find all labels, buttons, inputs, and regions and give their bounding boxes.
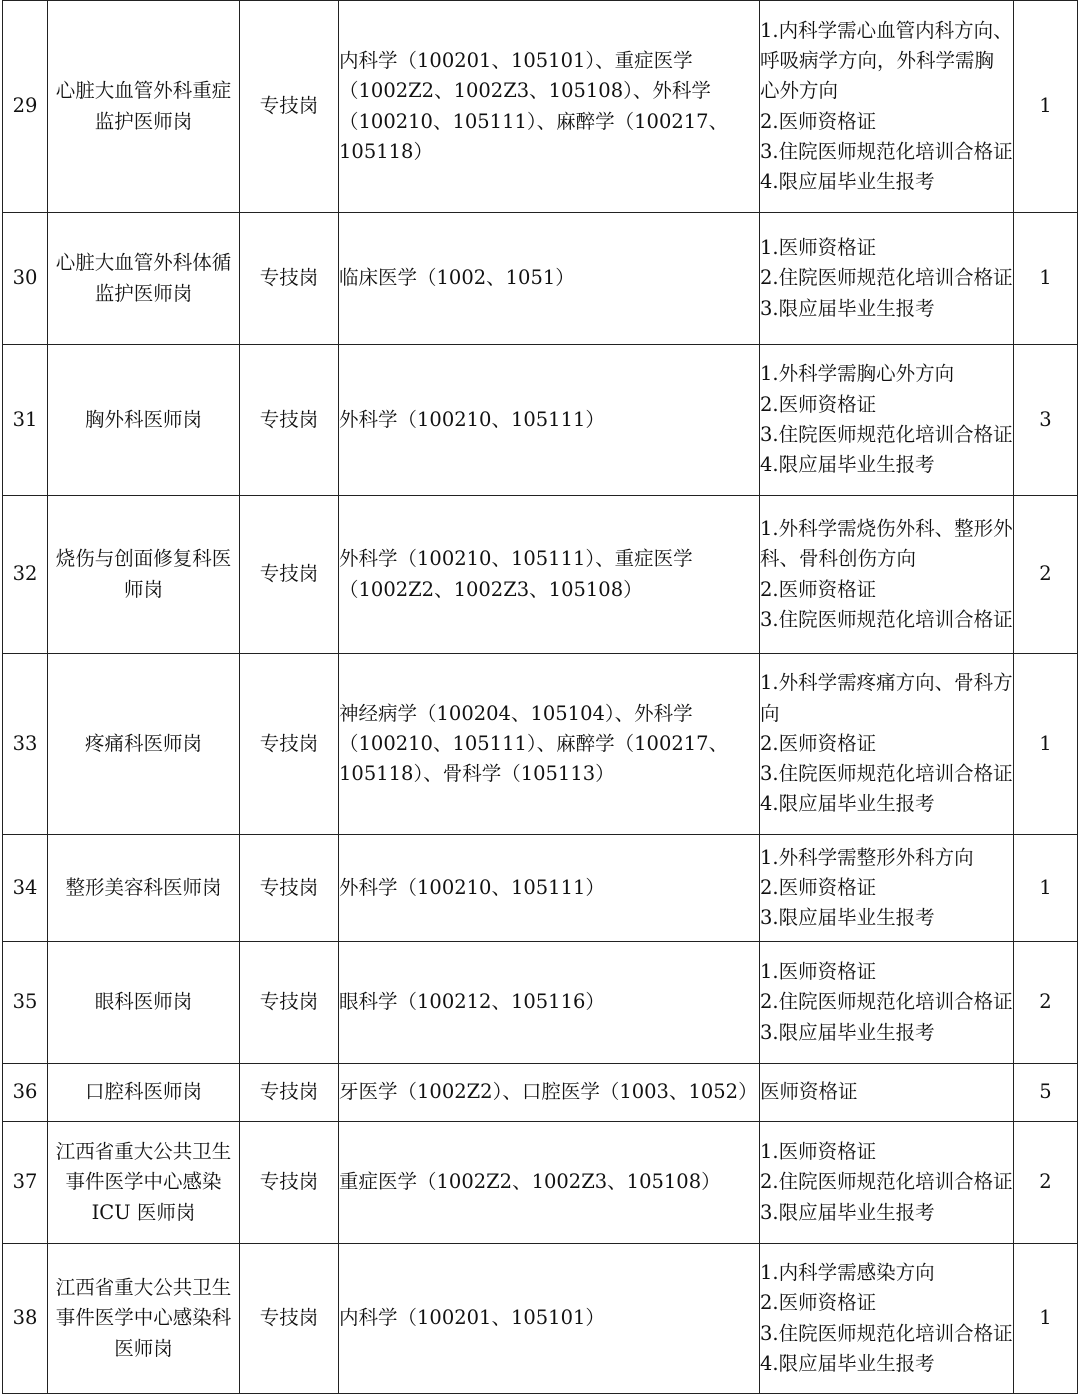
other-requirements bbox=[760, 1122, 1014, 1244]
requirement-line: 3.限应届毕业生报考 bbox=[760, 906, 935, 930]
requirement-line: 3.限应届毕业生报考 bbox=[760, 1020, 935, 1044]
post-name: 疼痛科医师岗 bbox=[48, 654, 240, 835]
post-type: 专技岗 bbox=[240, 942, 339, 1064]
post-name: 胸外科医师岗 bbox=[48, 345, 240, 496]
requirement-line: 2.住院医师规范化培训合格证 bbox=[760, 990, 1013, 1014]
requirement-line: 3.限应届毕业生报考 bbox=[760, 296, 935, 320]
requirement-line: 1.医师资格证 bbox=[760, 960, 877, 984]
post-name: 心脏大血管外科重症监护医师岗 bbox=[48, 1, 240, 213]
row-number: 29 bbox=[3, 1, 48, 213]
row-number: 31 bbox=[3, 345, 48, 496]
requirement-line: 2.医师资格证 bbox=[760, 875, 877, 899]
hiring-count: 2 bbox=[1014, 1122, 1078, 1244]
post-type: 专技岗 bbox=[240, 835, 339, 942]
requirement-line: 2.住院医师规范化培训合格证 bbox=[760, 266, 1013, 290]
requirement-line: 2.住院医师规范化培训合格证 bbox=[760, 1170, 1013, 1194]
other-requirements bbox=[760, 835, 1014, 942]
table-row bbox=[3, 213, 1078, 345]
table-row bbox=[3, 942, 1078, 1064]
row-number: 34 bbox=[3, 835, 48, 942]
table-row bbox=[3, 345, 1078, 496]
post-type: 专技岗 bbox=[240, 1244, 339, 1394]
post-name: 眼科医师岗 bbox=[48, 942, 240, 1064]
post-type: 专技岗 bbox=[240, 1064, 339, 1122]
major-requirement: 外科学（100210、105111） bbox=[339, 345, 760, 496]
hiring-count: 1 bbox=[1014, 654, 1078, 835]
other-requirements bbox=[760, 654, 1014, 835]
post-type: 专技岗 bbox=[240, 1, 339, 213]
hiring-count: 1 bbox=[1014, 213, 1078, 345]
row-number: 30 bbox=[3, 213, 48, 345]
major-requirement: 神经病学（100204、105104）、外科学（100210、105111）、麻醉学（100217、105118）、骨科学（105113） bbox=[339, 654, 760, 835]
requirement-line: 3.住院医师规范化培训合格证 bbox=[760, 139, 1013, 163]
row-number: 38 bbox=[3, 1244, 48, 1394]
requirement-line: 4.限应届毕业生报考 bbox=[760, 453, 935, 477]
table-row bbox=[3, 654, 1078, 835]
requirement-line: 1.外科学需整形外科方向 bbox=[760, 845, 974, 869]
requirement-line: 3.住院医师规范化培训合格证 bbox=[760, 1321, 1013, 1345]
hiring-count: 1 bbox=[1014, 1, 1078, 213]
requirement-line: 1.内科学需心血管内科方向、呼吸病学方向，外科学需胸心外方向 bbox=[760, 18, 1013, 103]
major-requirement: 内科学（100201、105101）、重症医学（1002Z2、1002Z3、105108）、外科学（100210、105111）、麻醉学（100217、105118） bbox=[339, 1, 760, 213]
table-row bbox=[3, 1122, 1078, 1244]
other-requirements bbox=[760, 1244, 1014, 1394]
major-requirement: 眼科学（100212、105116） bbox=[339, 942, 760, 1064]
post-name: 心脏大血管外科体循监护医师岗 bbox=[48, 213, 240, 345]
requirement-line: 2.医师资格证 bbox=[760, 109, 877, 133]
other-requirements bbox=[760, 496, 1014, 654]
post-name: 江西省重大公共卫生事件医学中心感染科医师岗 bbox=[48, 1244, 240, 1394]
other-requirements bbox=[760, 942, 1014, 1064]
table-row bbox=[3, 496, 1078, 654]
post-name: 整形美容科医师岗 bbox=[48, 835, 240, 942]
requirement-line: 1.医师资格证 bbox=[760, 1140, 877, 1164]
requirement-line: 1.外科学需疼痛方向、骨科方向 bbox=[760, 671, 1013, 725]
positions-table bbox=[2, 0, 1078, 1394]
major-requirement: 内科学（100201、105101） bbox=[339, 1244, 760, 1394]
row-number: 37 bbox=[3, 1122, 48, 1244]
hiring-count: 3 bbox=[1014, 345, 1078, 496]
requirement-line: 1.医师资格证 bbox=[760, 236, 877, 260]
other-requirements bbox=[760, 1064, 1014, 1122]
other-requirements bbox=[760, 345, 1014, 496]
major-requirement: 重症医学（1002Z2、1002Z3、105108） bbox=[339, 1122, 760, 1244]
requirement-line: 1.外科学需烧伤外科、整形外科、骨科创伤方向 bbox=[760, 516, 1013, 571]
other-requirements bbox=[760, 213, 1014, 345]
table-row bbox=[3, 1064, 1078, 1122]
requirement-line: 2.医师资格证 bbox=[760, 1291, 877, 1315]
row-number: 32 bbox=[3, 496, 48, 654]
requirement-line: 医师资格证 bbox=[760, 1080, 858, 1104]
major-requirement: 牙医学（1002Z2）、口腔医学（1003、1052） bbox=[339, 1064, 760, 1122]
hiring-count: 1 bbox=[1014, 835, 1078, 942]
major-requirement: 外科学（100210、105111） bbox=[339, 835, 760, 942]
requirement-line: 4.限应届毕业生报考 bbox=[760, 792, 935, 816]
post-type: 专技岗 bbox=[240, 496, 339, 654]
requirement-line: 3.住院医师规范化培训合格证 bbox=[760, 762, 1013, 786]
table-row bbox=[3, 1, 1078, 213]
requirement-line: 2.医师资格证 bbox=[760, 731, 877, 755]
requirement-line: 2.医师资格证 bbox=[760, 392, 877, 416]
row-number: 36 bbox=[3, 1064, 48, 1122]
row-number: 35 bbox=[3, 942, 48, 1064]
major-requirement: 外科学（100210、105111）、重症医学（1002Z2、1002Z3、105108） bbox=[339, 496, 760, 654]
post-type: 专技岗 bbox=[240, 213, 339, 345]
other-requirements bbox=[760, 1, 1014, 213]
hiring-count: 5 bbox=[1014, 1064, 1078, 1122]
hiring-count: 2 bbox=[1014, 942, 1078, 1064]
post-name: 江西省重大公共卫生事件医学中心感染 ICU 医师岗 bbox=[48, 1122, 240, 1244]
requirement-line: 4.限应届毕业生报考 bbox=[760, 170, 935, 194]
requirement-line: 1.外科学需胸心外方向 bbox=[760, 362, 955, 386]
hiring-count: 2 bbox=[1014, 496, 1078, 654]
major-requirement: 临床医学（1002、1051） bbox=[339, 213, 760, 345]
post-name: 口腔科医师岗 bbox=[48, 1064, 240, 1122]
table-body bbox=[3, 1, 1078, 1394]
requirement-line: 4.限应届毕业生报考 bbox=[760, 1351, 935, 1375]
post-type: 专技岗 bbox=[240, 654, 339, 835]
post-name: 烧伤与创面修复科医师岗 bbox=[48, 496, 240, 654]
requirement-line: 1.内科学需感染方向 bbox=[760, 1260, 935, 1284]
post-type: 专技岗 bbox=[240, 1122, 339, 1244]
table-row bbox=[3, 835, 1078, 942]
requirement-line: 3.限应届毕业生报考 bbox=[760, 1200, 935, 1224]
post-type: 专技岗 bbox=[240, 345, 339, 496]
requirement-line: 3.住院医师规范化培训合格证 bbox=[760, 423, 1013, 446]
table-row bbox=[3, 1244, 1078, 1394]
requirement-line: 3.住院医师规范化培训合格证 bbox=[760, 607, 1013, 631]
row-number: 33 bbox=[3, 654, 48, 835]
hiring-count: 1 bbox=[1014, 1244, 1078, 1394]
requirement-line: 2.医师资格证 bbox=[760, 577, 877, 601]
